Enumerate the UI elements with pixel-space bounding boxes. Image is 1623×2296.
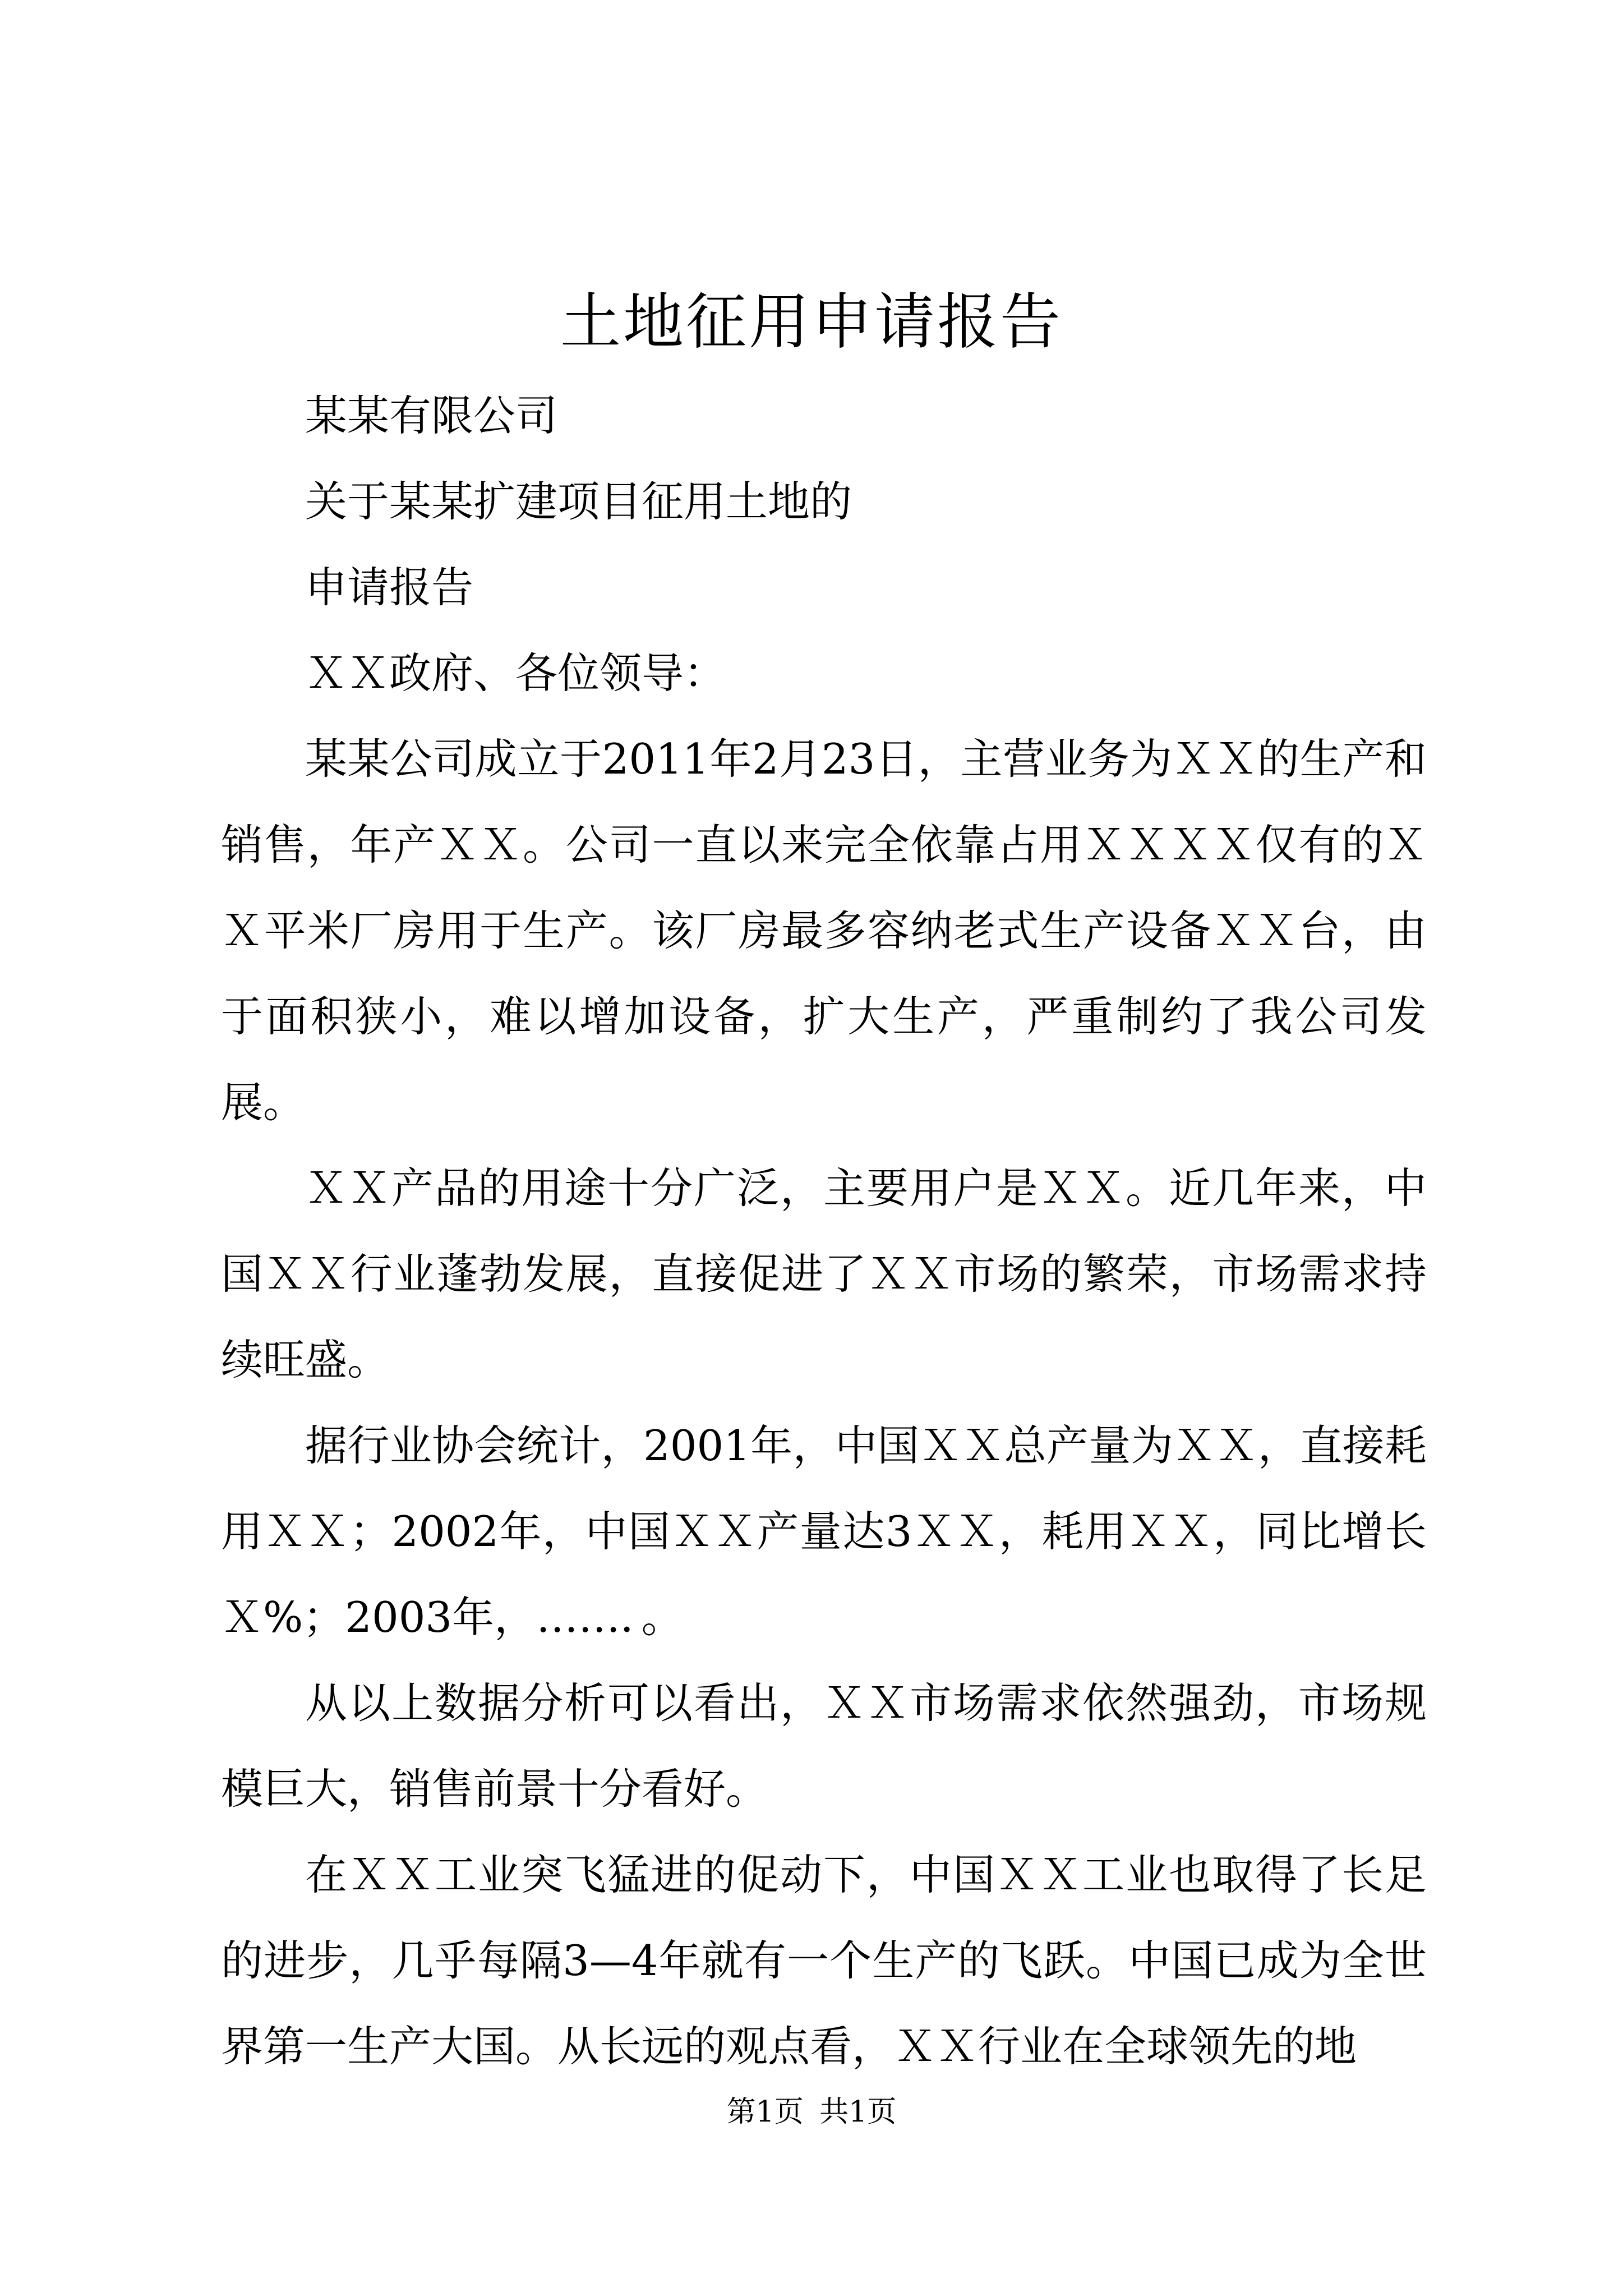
subject-line: 关于某某扩建项目征用土地的 [305, 477, 852, 526]
body-paragraph: 据行业协会统计，2001年，中国ＸＸ总产量为ＸＸ，直接耗用ＸＸ；2002年，中国ＸＸ产量达3ＸＸ，耗用ＸＸ，同比增长Ｘ%；2003年，……．。 [221, 1421, 1427, 1642]
company-name: 某某有限公司 [305, 391, 558, 440]
body-paragraph: 从以上数据分析可以看出，ＸＸ市场需求依然强劲，市场规模巨大，销售前景十分看好。 [221, 1678, 1427, 1814]
document-body [221, 373, 1427, 2090]
body-paragraph: 某某公司成立于2011年2月23日，主营业务为ＸＸ的生产和销售，年产ＸＸ。公司一直以来完全依靠占用ＸＸＸＸ仅有的ＸＸ平米厂房用于生产。该厂房最多容纳老式生产设备ＸＸ台，由于面积狭小，难以增加设备，扩大生产，严重制约了我公司发展。 [221, 734, 1427, 1127]
page-number: 第1页 [726, 2095, 804, 2129]
subject-line-2: 申请报告 [305, 563, 474, 612]
page-footer [0, 2090, 1623, 2134]
document-title: 土地征用申请报告 [560, 287, 1063, 357]
body-paragraph: 在ＸＸ工业突飞猛进的促动下，中国ＸＸ工业也取得了长足的进步，几乎每隔3—4年就有一个生产的飞跃。中国已成为全世界第一生产大国。从长远的观点看，ＸＸ行业在全球领先的地 [221, 1850, 1427, 2071]
salutation: ＸＸ政府、各位领导： [305, 648, 726, 698]
page-total: 共1页 [819, 2095, 897, 2129]
body-paragraph: ＸＸ产品的用途十分广泛，主要用户是ＸＸ。近几年来，中国ＸＸ行业蓬勃发展，直接促进了ＸＸ市场的繁荣，市场需求持续旺盛。 [221, 1163, 1427, 1384]
